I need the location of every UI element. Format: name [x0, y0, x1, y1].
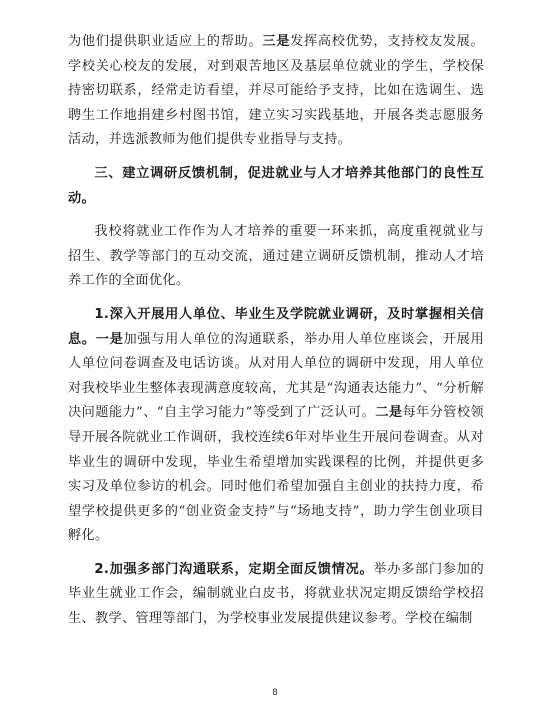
- paragraph-feedback: [68, 558, 484, 632]
- paragraph-text: 举办多部门参加的毕业生就业工作会，编制就业白皮书，将就业状况定期反馈给学校招生、教学、管理等部门，为学校事业发展提供建议参考。学校在编制: [68, 561, 485, 627]
- paragraph-intro: 我校将就业工作作为人才培养的重要一环来抓，高度重视就业与招生、教学等部门的互动交流，通过建立调研反馈机制，推动人才培养工作的全面优化。: [68, 224, 484, 289]
- paragraph-text: 为他们提供职业适应上的帮助。: [68, 34, 263, 49]
- subsection-heading: 1.深入开展用人单位、毕业生及学院就业调研，及时掌握相关信息。: [68, 306, 484, 347]
- paragraph-text: 发挥高校优势，支持校友发展。学校关心校友的发展，对到艰苦地区及基层单位就业的学生，学校保持密切联系，经常走访看望，并尽可能给予支持，比如在选调生、选聘生工作地捐建乡村图书馆，建立实习实践基地，开展各类志愿服务活动，并选派教师为他们提供专业指导与支持。: [68, 34, 484, 148]
- paragraph-lead-phrase: 一是: [95, 331, 124, 347]
- paragraph-text: 加强与用人单位的沟通联系，举办用人单位座谈会，开展用人单位问卷调查及电话访谈。从对用人单位的调研中发现，用人单位对我校毕业生整体表现满意度较高，尤其是“沟通表达能力”、“分析解决问题能力”、“自主学习能力”等受到了广泛认可。: [68, 331, 484, 421]
- subsection-heading: 2.加强多部门沟通联系，定期全面反馈情况。: [94, 561, 374, 577]
- paragraph-text: 每年分管校领导开展各院就业工作调研，我校连续6年对毕业生开展问卷调查。从对毕业生的调研中发现，毕业生希望增加实践课程的比例，并提供更多实习及单位参访的机会。同时他们希望加强自主创业的扶持力度，希望学校提供更多的“创业资金支持”与“场地支持”，助力学生创业项目孵化。: [68, 405, 484, 544]
- paragraph-survey: [68, 303, 484, 549]
- paragraph-alumni-support: [68, 30, 484, 153]
- page-number: 8: [272, 688, 278, 698]
- section-heading: 三、建立调研反馈机制，促进就业与人才培养其他部门的良性互动。: [68, 165, 484, 206]
- paragraph-lead-phrase: 三是: [262, 34, 291, 49]
- paragraph-lead-phrase: 二是: [375, 405, 403, 421]
